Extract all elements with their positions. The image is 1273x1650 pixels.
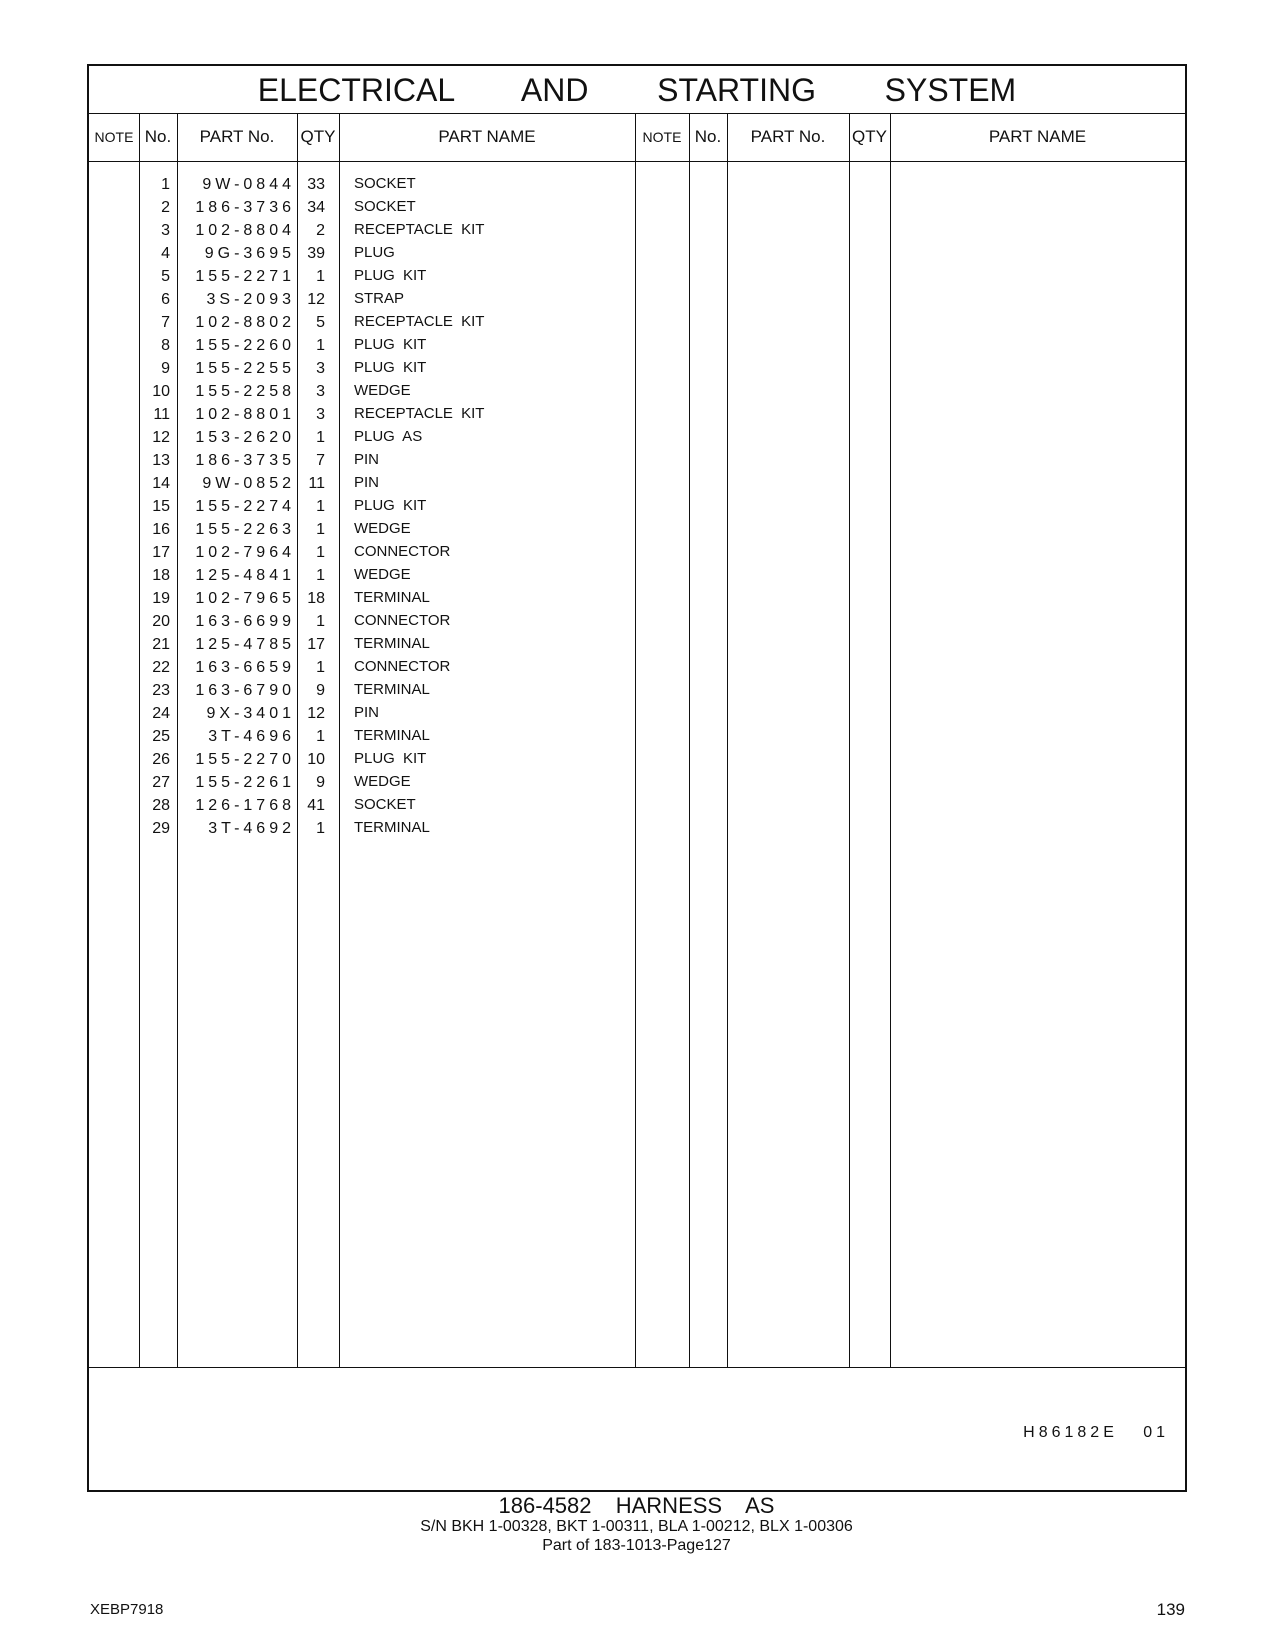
part-number: 102-8804 [195, 222, 295, 239]
part-name: SOCKET [354, 796, 416, 813]
table-row [89, 173, 1185, 196]
part-number-index: 18 [152, 567, 170, 584]
part-number: 163-6699 [195, 613, 295, 630]
part-number: 102-7965 [195, 590, 295, 607]
part-number: 155-2258 [195, 383, 295, 400]
table-row [89, 472, 1185, 495]
header-part-no-left: PART No. [199, 127, 275, 146]
part-name: PLUG KIT [354, 336, 427, 353]
part-number-index: 5 [161, 268, 170, 285]
page-number: 139 [1156, 1600, 1185, 1619]
part-number-index: 21 [152, 636, 170, 653]
part-name: CONNECTOR [354, 658, 451, 675]
part-number-index: 24 [152, 705, 170, 722]
part-number-index: 6 [161, 291, 170, 308]
part-name: CONNECTOR [354, 543, 451, 560]
part-quantity: 39 [307, 245, 325, 262]
part-number-index: 12 [152, 429, 170, 446]
header-qty-right: QTY [852, 127, 887, 146]
part-name: PLUG [354, 244, 395, 261]
part-quantity: 3 [316, 360, 325, 377]
part-name: WEDGE [354, 382, 411, 399]
part-number: 3T-4692 [208, 820, 295, 837]
part-quantity: 2 [316, 222, 325, 239]
part-of-reference: Part of 183-1013-Page127 [542, 1537, 731, 1554]
part-number-index: 28 [152, 797, 170, 814]
part-name: SOCKET [354, 175, 416, 192]
part-number: 102-8802 [195, 314, 295, 331]
table-row [89, 725, 1185, 748]
part-name: PIN [354, 451, 380, 468]
header-qty-left: QTY [300, 127, 336, 146]
table-row [89, 242, 1185, 265]
part-name: TERMINAL [354, 635, 430, 652]
part-name: WEDGE [354, 773, 411, 790]
part-number: 126-1768 [195, 797, 295, 814]
part-quantity: 1 [316, 521, 325, 538]
part-number-index: 13 [152, 452, 170, 469]
part-name: TERMINAL [354, 819, 430, 836]
table-row [89, 403, 1185, 426]
part-number: 125-4785 [195, 636, 295, 653]
part-name: WEDGE [354, 566, 411, 583]
part-quantity: 9 [316, 682, 325, 699]
part-name: RECEPTACLE KIT [354, 405, 485, 422]
part-number-index: 22 [152, 659, 170, 676]
table-row [89, 564, 1185, 587]
part-number-index: 10 [152, 383, 170, 400]
table-row [89, 679, 1185, 702]
part-number-index: 19 [152, 590, 170, 607]
part-number: 186-3736 [195, 199, 295, 216]
part-name: PIN [354, 704, 380, 721]
part-quantity: 1 [316, 498, 325, 515]
part-quantity: 1 [316, 268, 325, 285]
table-row [89, 265, 1185, 288]
table-header-row [89, 114, 1185, 162]
table-bottom-rule [89, 1367, 1185, 1368]
table-row [89, 449, 1185, 472]
part-number-index: 3 [161, 222, 170, 239]
table-row [89, 311, 1185, 334]
part-number-index: 9 [161, 360, 170, 377]
part-number: 153-2620 [195, 429, 295, 446]
part-number: 125-4841 [195, 567, 295, 584]
header-no-left: No. [144, 127, 172, 146]
part-quantity: 12 [307, 705, 325, 722]
part-number-index: 2 [161, 199, 170, 216]
part-quantity: 1 [316, 659, 325, 676]
table-row [89, 817, 1185, 840]
part-name: TERMINAL [354, 727, 430, 744]
part-number: 9W-0844 [202, 176, 295, 193]
part-quantity: 1 [316, 337, 325, 354]
part-name: PLUG KIT [354, 497, 427, 514]
part-number-index: 17 [152, 544, 170, 561]
part-quantity: 18 [307, 590, 325, 607]
part-quantity: 34 [307, 199, 325, 216]
part-name: TERMINAL [354, 681, 430, 698]
part-name: PLUG KIT [354, 267, 427, 284]
table-row [89, 288, 1185, 311]
part-quantity: 17 [307, 636, 325, 653]
table-row [89, 357, 1185, 380]
document-code: XEBP7918 [90, 1601, 164, 1618]
part-number: 102-8801 [195, 406, 295, 423]
part-number-index: 15 [152, 498, 170, 515]
part-number-index: 1 [161, 176, 170, 193]
part-number: 155-2263 [195, 521, 295, 538]
part-number-index: 27 [152, 774, 170, 791]
part-name: PLUG KIT [354, 750, 427, 767]
part-quantity: 1 [316, 820, 325, 837]
part-quantity: 3 [316, 383, 325, 400]
part-number: 163-6790 [195, 682, 295, 699]
header-part-no-right: PART No. [750, 127, 826, 146]
part-number-index: 26 [152, 751, 170, 768]
part-quantity: 1 [316, 544, 325, 561]
part-quantity: 41 [307, 797, 325, 814]
part-quantity: 1 [316, 567, 325, 584]
part-name: PLUG KIT [354, 359, 427, 376]
part-name: SOCKET [354, 198, 416, 215]
table-row [89, 771, 1185, 794]
table-row [89, 196, 1185, 219]
header-part-name-right: PART NAME [988, 127, 1087, 146]
table-row [89, 587, 1185, 610]
part-quantity: 1 [316, 728, 325, 745]
part-quantity: 1 [316, 429, 325, 446]
part-quantity: 1 [316, 613, 325, 630]
part-quantity: 9 [316, 774, 325, 791]
table-row [89, 610, 1185, 633]
part-number: 155-2255 [195, 360, 295, 377]
part-number: 9G-3695 [204, 245, 295, 262]
table-row [89, 334, 1185, 357]
part-number-index: 16 [152, 521, 170, 538]
part-name: STRAP [354, 290, 405, 307]
part-number: 9X-3401 [206, 705, 295, 722]
parts-table-frame [87, 64, 1187, 1492]
part-number-index: 4 [161, 245, 170, 262]
assembly-title: 186-4582 HARNESS AS [498, 1493, 775, 1518]
page-title: ELECTRICAL AND STARTING SYSTEM [89, 66, 1185, 114]
part-number-index: 20 [152, 613, 170, 630]
table-row [89, 219, 1185, 242]
serial-numbers: S/N BKH 1-00328, BKT 1-00311, BLA 1-00212, BLX 1-00306 [420, 1518, 853, 1535]
part-name: PLUG AS [354, 428, 423, 445]
table-row [89, 633, 1185, 656]
part-quantity: 5 [316, 314, 325, 331]
header-part-name-left: PART NAME [438, 127, 536, 146]
part-number-index: 25 [152, 728, 170, 745]
part-number: 155-2270 [195, 751, 295, 768]
part-number-index: 29 [152, 820, 170, 837]
part-number: 9W-0852 [202, 475, 295, 492]
part-number: 155-2260 [195, 337, 295, 354]
table-row [89, 656, 1185, 679]
table-row [89, 702, 1185, 725]
part-quantity: 11 [308, 475, 325, 492]
part-number-index: 11 [153, 406, 170, 423]
part-name: RECEPTACLE KIT [354, 313, 485, 330]
part-quantity: 12 [307, 291, 325, 308]
table-row [89, 518, 1185, 541]
part-quantity: 10 [307, 751, 325, 768]
table-row [89, 748, 1185, 771]
part-number: 155-2261 [195, 774, 295, 791]
part-quantity: 3 [316, 406, 325, 423]
part-name: TERMINAL [354, 589, 430, 606]
part-name: CONNECTOR [354, 612, 451, 629]
part-quantity: 33 [307, 176, 325, 193]
part-number: 3T-4696 [208, 728, 295, 745]
part-number-index: 8 [161, 337, 170, 354]
table-row [89, 495, 1185, 518]
header-note-right: NOTE [642, 129, 682, 145]
drawing-code: H86182E 01 [1023, 1424, 1169, 1441]
part-number: 155-2274 [195, 498, 295, 515]
part-number: 102-7964 [195, 544, 295, 561]
table-row [89, 794, 1185, 817]
part-number: 163-6659 [195, 659, 295, 676]
table-row [89, 541, 1185, 564]
table-row [89, 426, 1185, 449]
part-name: RECEPTACLE KIT [354, 221, 485, 238]
part-number-index: 14 [152, 475, 170, 492]
part-number-index: 23 [152, 682, 170, 699]
part-number: 155-2271 [195, 268, 295, 285]
part-name: WEDGE [354, 520, 411, 537]
header-no-right: No. [694, 127, 722, 146]
part-name: PIN [354, 474, 380, 491]
header-note-left: NOTE [94, 129, 134, 145]
part-number: 186-3735 [195, 452, 295, 469]
part-quantity: 7 [316, 452, 325, 469]
part-number: 3S-2093 [206, 291, 295, 308]
part-number-index: 7 [161, 314, 170, 331]
table-row [89, 380, 1185, 403]
